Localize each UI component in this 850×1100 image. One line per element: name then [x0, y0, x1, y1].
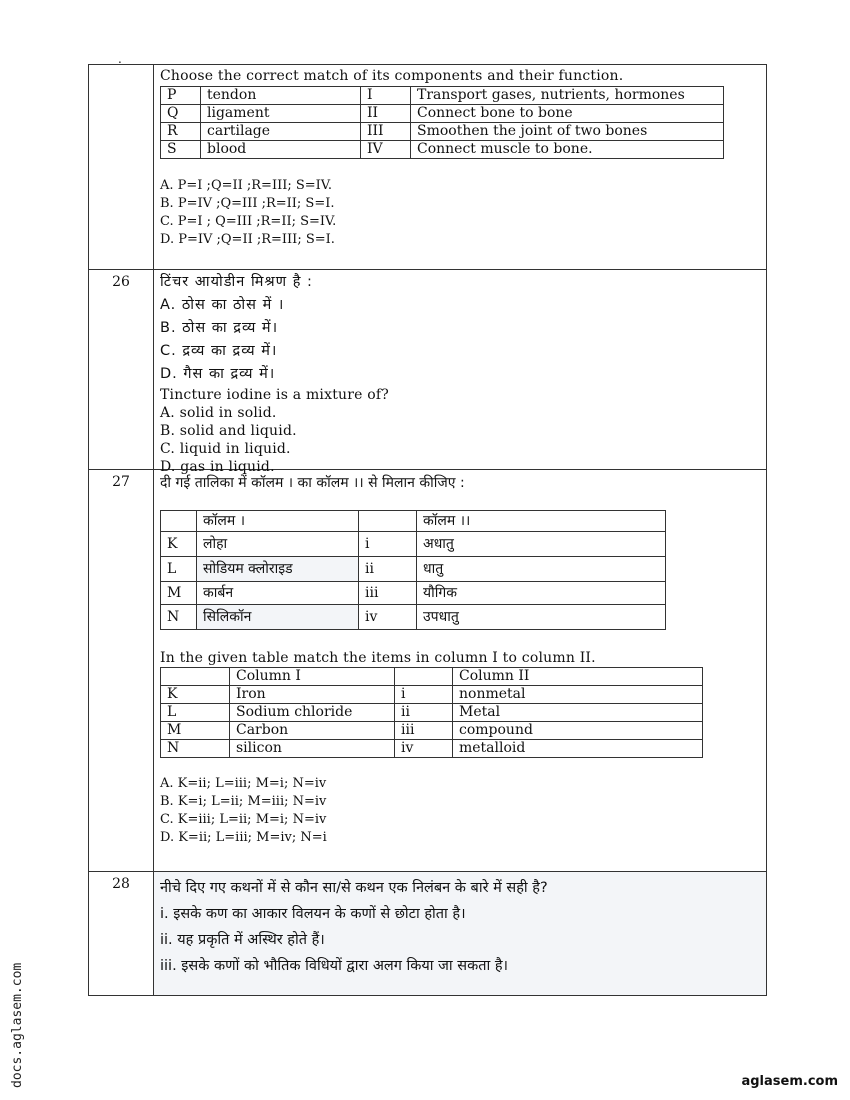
q26-option-a: A. solid in solid. — [160, 405, 277, 421]
question-row-26 — [89, 270, 767, 470]
q25-prompt: Choose the correct match of its components and their function. — [160, 68, 624, 84]
table-cell — [395, 668, 453, 686]
q28-statement-iii: iii. इसके कणों को भौतिक विधियों द्वारा अलग किया जा सकता है। — [160, 958, 509, 974]
table-cell: R — [161, 123, 201, 141]
table-cell: silicon — [230, 740, 395, 758]
table-cell: M — [161, 582, 197, 605]
table-cell: iii — [395, 722, 453, 740]
q26-hindi-prompt: टिंचर आयोडीन मिश्रण है : — [160, 274, 313, 290]
table-cell: iv — [359, 605, 417, 630]
table-row — [161, 532, 666, 557]
table-row — [161, 668, 703, 686]
table-cell: Iron — [230, 686, 395, 704]
table-cell: L — [161, 704, 230, 722]
table-row — [161, 87, 724, 105]
q28-statement-ii: ii. यह प्रकृति में अस्थिर होते हैं। — [160, 932, 325, 948]
table-cell: iv — [395, 740, 453, 758]
table-cell: Connect bone to bone — [411, 105, 724, 123]
q27-hindi-prompt: दी गई तालिका में कॉलम । का कॉलम ।। से मिलान कीजिए : — [160, 475, 465, 491]
table-cell: M — [161, 722, 230, 740]
table-row — [161, 557, 666, 582]
table-cell: कॉलम ।। — [417, 511, 666, 532]
table-cell: P — [161, 87, 201, 105]
table-row — [161, 511, 666, 532]
table-cell — [161, 668, 230, 686]
q26-hindi-option-b: B. ठोस का द्रव्य में। — [160, 320, 279, 336]
table-cell: nonmetal — [453, 686, 703, 704]
table-cell: III — [361, 123, 411, 141]
table-row — [161, 123, 724, 141]
q26-option-b: B. solid and liquid. — [160, 423, 297, 439]
q26-option-c: C. liquid in liquid. — [160, 441, 291, 457]
table-cell: Connect muscle to bone. — [411, 141, 724, 159]
table-cell: Transport gases, nutrients, hormones — [411, 87, 724, 105]
q27-english-table — [160, 667, 703, 758]
table-row — [161, 740, 703, 758]
watermark: docs.aglasem.com — [10, 962, 25, 1088]
table-cell: S — [161, 141, 201, 159]
question-number — [89, 65, 154, 270]
table-cell: कार्बन — [197, 582, 359, 605]
table-row — [161, 582, 666, 605]
table-cell: compound — [453, 722, 703, 740]
option-c: C. K=iii; L=ii; M=i; N=iv — [160, 812, 327, 827]
question-number: 27 — [89, 470, 154, 872]
q27-english-prompt: In the given table match the items in column I to column II. — [160, 650, 596, 666]
table-row — [161, 686, 703, 704]
question-row-28 — [89, 872, 767, 996]
table-cell: I — [361, 87, 411, 105]
table-cell: Smoothen the joint of two bones — [411, 123, 724, 141]
option-d: D. K=ii; L=iii; M=iv; N=i — [160, 830, 327, 845]
q26-hindi-option-c: C. द्रव्य का द्रव्य में। — [160, 343, 278, 359]
table-cell: Metal — [453, 704, 703, 722]
table-cell: iii — [359, 582, 417, 605]
table-cell: सिलिकॉन — [197, 605, 359, 630]
table-cell: Column II — [453, 668, 703, 686]
question-number: 28 — [89, 872, 154, 996]
table-cell: i — [359, 532, 417, 557]
table-row — [161, 704, 703, 722]
q26-option-d: D. gas in liquid. — [160, 459, 275, 475]
table-row — [161, 105, 724, 123]
table-cell: L — [161, 557, 197, 582]
q26-english-prompt: Tincture iodine is a mixture of? — [160, 387, 389, 403]
option-d: D. P=IV ;Q=II ;R=III; S=I. — [160, 232, 335, 247]
table-cell: cartilage — [201, 123, 361, 141]
q26-hindi-option-d: D. गैस का द्रव्य में। — [160, 366, 276, 382]
q26-hindi-option-a: A. ठोस का ठोस में । — [160, 297, 285, 313]
table-row — [161, 141, 724, 159]
table-cell: N — [161, 605, 197, 630]
q28-hindi-prompt: नीचे दिए गए कथनों में से कौन सा/से कथन एक निलंबन के बारे में सही है? — [160, 880, 548, 896]
option-a: A. P=I ;Q=II ;R=III; S=IV. — [160, 178, 333, 193]
question-row-25 — [89, 65, 767, 270]
table-cell — [359, 511, 417, 532]
q28-statement-i: i. इसके कण का आकार विलयन के कणों से छोटा होता है। — [160, 906, 466, 922]
table-cell: यौगिक — [417, 582, 666, 605]
table-cell: blood — [201, 141, 361, 159]
table-cell: metalloid — [453, 740, 703, 758]
table-cell: K — [161, 532, 197, 557]
table-cell: K — [161, 686, 230, 704]
table-cell: Sodium chloride — [230, 704, 395, 722]
table-cell: ii — [395, 704, 453, 722]
top-mark: . — [118, 52, 122, 66]
table-cell: धातु — [417, 557, 666, 582]
table-cell: II — [361, 105, 411, 123]
q25-match-table — [160, 86, 724, 159]
table-cell: i — [395, 686, 453, 704]
table-cell: IV — [361, 141, 411, 159]
table-cell: N — [161, 740, 230, 758]
question-number: 26 — [89, 270, 154, 470]
option-c: C. P=I ; Q=III ;R=II; S=IV. — [160, 214, 337, 229]
table-cell: Q — [161, 105, 201, 123]
option-b: B. K=i; L=ii; M=iii; N=iv — [160, 794, 327, 809]
table-row — [161, 722, 703, 740]
table-cell: अधातु — [417, 532, 666, 557]
table-cell: tendon — [201, 87, 361, 105]
question-row-27 — [89, 470, 767, 872]
option-a: A. K=ii; L=iii; M=i; N=iv — [160, 776, 327, 791]
table-cell: उपधातु — [417, 605, 666, 630]
table-cell: कॉलम । — [197, 511, 359, 532]
option-b: B. P=IV ;Q=III ;R=II; S=I. — [160, 196, 335, 211]
table-cell: सोडियम क्लोराइड — [197, 557, 359, 582]
q27-hindi-table — [160, 510, 666, 630]
table-row — [161, 605, 666, 630]
table-cell: लोहा — [197, 532, 359, 557]
table-cell: Carbon — [230, 722, 395, 740]
question-table — [88, 64, 767, 996]
table-cell: Column I — [230, 668, 395, 686]
brand-label: aglasem.com — [741, 1074, 838, 1089]
table-cell — [161, 511, 197, 532]
table-cell: ii — [359, 557, 417, 582]
table-cell: ligament — [201, 105, 361, 123]
